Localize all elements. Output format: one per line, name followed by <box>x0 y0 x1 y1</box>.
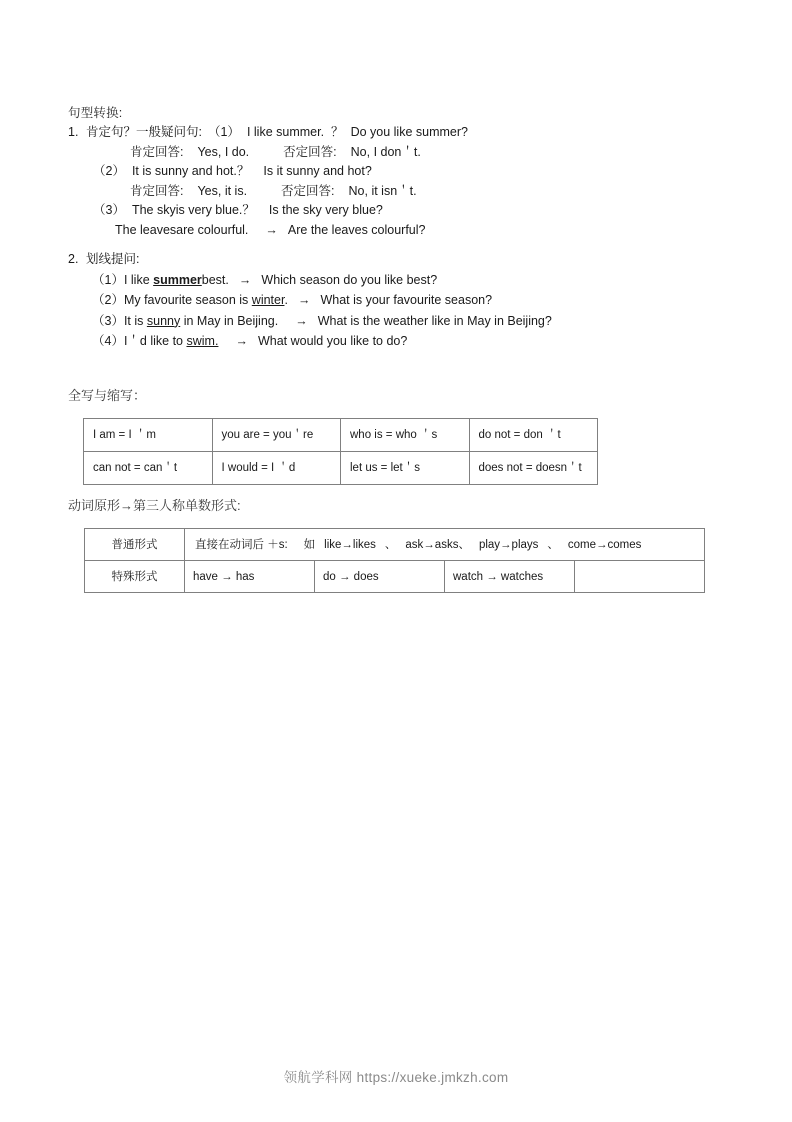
ask-item-2-post: . <box>284 293 288 307</box>
negative-answer-label-2: 否定回答: <box>281 183 335 198</box>
verb-form-special-cell: watch → watches <box>445 561 575 593</box>
negative-answer-value-2: No, it isn＇t. <box>348 183 417 198</box>
ask-item-3-marker: （3） <box>92 313 124 328</box>
rule-1-row <box>68 123 728 143</box>
ask-item-1-post: best. <box>201 272 229 287</box>
verb-forms-table <box>84 528 705 593</box>
rule-2-label: 划线提问: <box>86 252 140 266</box>
rule-1-item-1 <box>208 123 728 143</box>
ask-item-4-target: What would you like to do? <box>257 334 408 348</box>
rule-1-item-3 <box>68 201 728 221</box>
ask-item-3-target: What is the weather like in May in Beijing? <box>317 313 552 328</box>
ask-item-1-pre: I like <box>123 272 154 287</box>
affirmative-answer-value-1: Yes, I do. <box>197 144 250 159</box>
rule-1-item-3-target: Is the sky very blue? <box>268 203 383 217</box>
verb-form-example: play→plays <box>478 538 539 551</box>
rule-2-row <box>68 250 748 270</box>
verb-form-special-cell-empty <box>575 561 705 593</box>
rule-1-item-3-marker: （3） <box>93 203 125 217</box>
rule-1-answer-row-1 <box>68 143 728 163</box>
section-underline-question <box>68 250 748 352</box>
table-row <box>84 452 598 485</box>
contraction-cell: I would = I ＇d <box>212 452 341 485</box>
ask-item-4-pre: I＇d like to <box>123 334 187 348</box>
contraction-cell: who is = who ＇s <box>341 419 470 452</box>
section-title-verb-forms: 动词原形→第三人称单数形式: <box>68 498 241 513</box>
ask-item-3-post: in May in Beijing. <box>180 313 279 328</box>
affirmative-answer-label-2: 肯定回答: <box>130 183 184 198</box>
verb-form-special-cell: do → does <box>315 561 445 593</box>
ask-item-3-pre: It is <box>123 313 147 328</box>
ask-item-1-target: Which season do you like best? <box>261 272 438 287</box>
verb-form-rule-text: 直接在动词后 ＋s: <box>195 538 288 551</box>
arrow-icon: → <box>235 334 248 348</box>
contraction-cell: can not = can＇t <box>84 452 213 485</box>
rule-1-item-3-source: The skyis very blue.？ <box>131 203 255 217</box>
section-heading-sentence-transformation: 句型转换: <box>68 106 123 120</box>
rule-1-item-1-separator: ？ <box>331 125 344 139</box>
contraction-cell: I am = I ＇m <box>84 419 213 452</box>
table-row <box>85 561 705 593</box>
rule-1-item-2-source: It is sunny and hot.？ <box>131 164 250 178</box>
rule-1-item-1-target: Do you like summer? <box>350 125 468 139</box>
section-title-contractions: 全写与缩写： <box>68 388 147 403</box>
ask-item-4 <box>68 331 748 352</box>
verb-form-example: come→comes <box>567 538 642 551</box>
ask-item-3 <box>68 311 748 332</box>
ask-item-2-marker: （2） <box>92 293 124 307</box>
contraction-cell: does not = doesn＇t <box>469 452 598 485</box>
rule-2-number: 2. <box>68 252 79 266</box>
ask-item-4-underlined: swim. <box>186 334 219 348</box>
affirmative-answer-value-2: Yes, it is. <box>197 183 248 198</box>
footer-watermark: 领航学科网 https://xueke.jmkzh.com <box>283 1070 509 1085</box>
rule-1-item-1-source: I like summer. <box>246 125 325 139</box>
ask-item-1-marker: （1） <box>92 272 124 287</box>
rule-1-item-2-target: Is it sunny and hot? <box>263 164 372 178</box>
rule-1-answer-row-2 <box>68 182 728 202</box>
contraction-cell: you are = you＇re <box>212 419 341 452</box>
verb-form-special-cell: have → has <box>185 561 315 593</box>
ask-item-2 <box>68 290 748 311</box>
ask-item-1-underlined: summer <box>153 272 202 287</box>
ask-item-4-marker: （4） <box>92 334 124 348</box>
verb-form-example-lead: 如 <box>303 538 316 551</box>
contractions-table <box>83 418 598 485</box>
rule-1-item-1-marker: （1） <box>207 125 240 139</box>
negative-answer-label-1: 否定回答: <box>283 144 337 159</box>
verb-form-separator: 、 <box>458 538 470 551</box>
rule-1-number: 1. <box>68 125 79 139</box>
contraction-cell: let us = let＇s <box>341 452 470 485</box>
table-row <box>85 529 705 561</box>
affirmative-answer-label-1: 肯定回答: <box>130 144 184 159</box>
rule-1-item-2 <box>68 162 728 182</box>
verb-form-rule-cell <box>185 529 705 561</box>
verb-form-separator: 、 <box>384 538 397 551</box>
section-verb-forms <box>68 496 705 593</box>
ask-item-3-underlined: sunny <box>146 313 181 328</box>
ask-item-2-target: What is your favourite season? <box>320 293 493 307</box>
contraction-cell: do not = don ＇t <box>469 419 598 452</box>
rule-1-label: 肯定句？一般疑问句: <box>86 125 202 139</box>
verb-form-example: like→likes <box>324 538 376 551</box>
ask-item-2-underlined: winter <box>251 293 285 307</box>
verb-form-separator: 、 <box>547 538 559 551</box>
rule-1-extra-line <box>68 221 728 241</box>
verb-form-row-label: 特殊形式 <box>85 561 185 593</box>
verb-form-example: ask→asks <box>405 538 459 551</box>
ask-item-2-pre: My favourite season is <box>123 293 252 307</box>
rule-1-item-2-marker: （2） <box>93 164 125 178</box>
verb-form-row-label: 普通形式 <box>85 529 185 561</box>
arrow-icon: → <box>297 293 311 307</box>
rule-1-extra-source: The leavesare colourful. <box>115 222 249 237</box>
arrow-icon: → <box>295 313 308 328</box>
arrow-icon: → <box>238 272 252 287</box>
ask-item-1 <box>68 270 748 291</box>
negative-answer-value-1: No, I don＇t. <box>350 144 421 159</box>
section-sentence-transformation <box>68 104 728 240</box>
arrow-icon: → <box>265 222 278 237</box>
table-row <box>84 419 598 452</box>
section-contractions <box>68 386 598 485</box>
rule-1-extra-target: Are the leaves colourful? <box>287 222 426 237</box>
